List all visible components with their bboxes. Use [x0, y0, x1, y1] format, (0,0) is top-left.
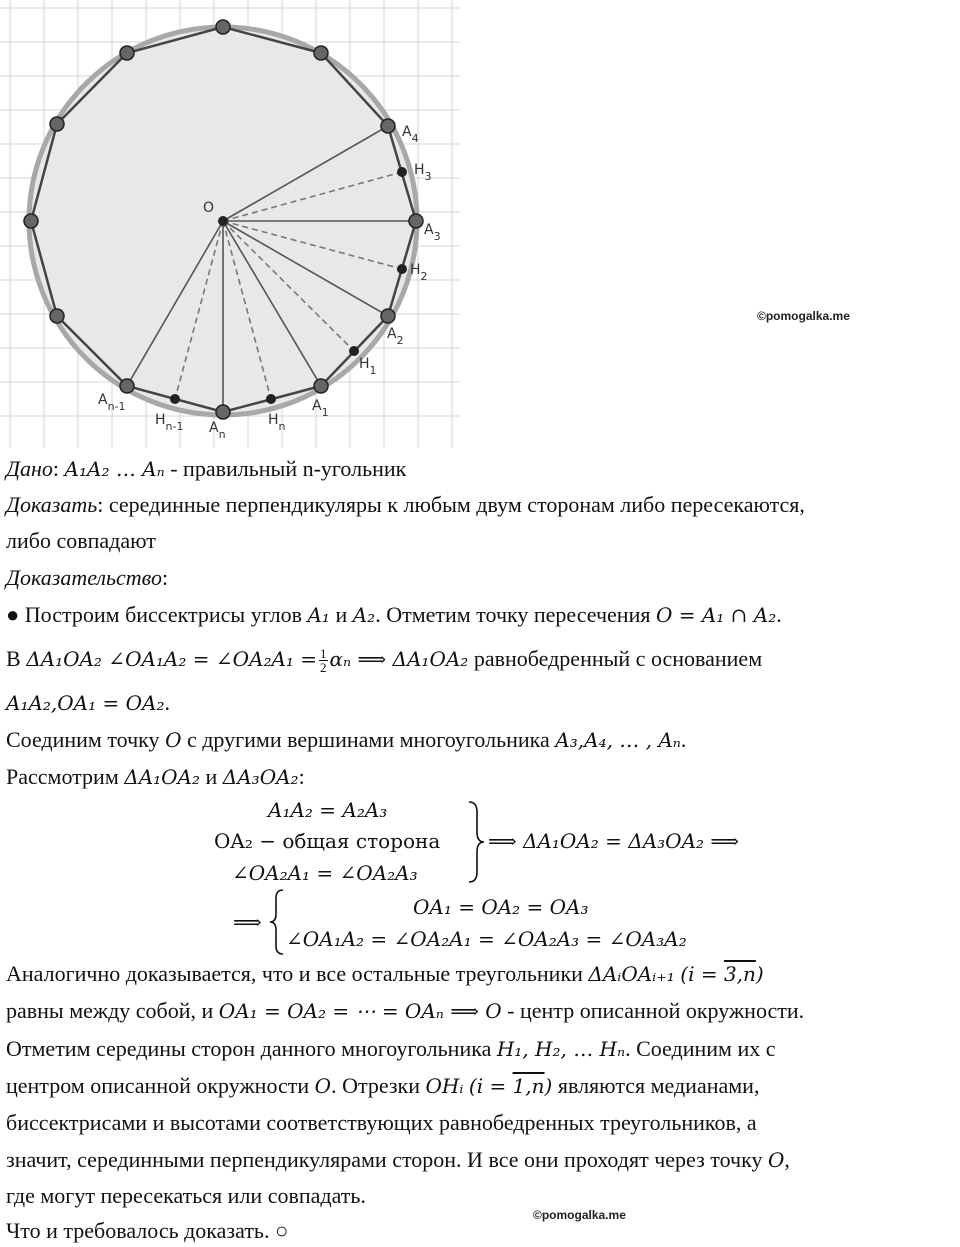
- step2: В ΔA₁OA₂ ∠OA₁A₂ = ∠OA₂A₁ = $\frac{1}{2}$ αₙ ⟹ ΔA₁OA₂ равнобедренный с основанием: [6, 646, 763, 676]
- step9: центром описанной окружности O. Отрезки OHᵢ (i = 1,n) являются медианами,: [6, 1073, 760, 1098]
- label-A1: $A_1$: [312, 398, 329, 419]
- fraction-one-half: $\frac{1}{2}$: [320, 646, 327, 676]
- prove-line-2: либо совпадают: [6, 528, 156, 553]
- right-brace: [466, 800, 486, 884]
- system1-line2: OA₂ − общая сторона: [214, 829, 441, 853]
- left-brace: [268, 888, 286, 956]
- system1-line1: A₁A₂ = A₂A₃: [268, 798, 388, 822]
- label-A3: $A_3$: [424, 222, 441, 243]
- watermark-top: ©pomogalka.me: [757, 309, 850, 323]
- label-A4: $A_4$: [402, 124, 419, 145]
- step11: значит, серединными перпендикулярами сторон. И все они проходят через точку O,: [6, 1147, 790, 1172]
- system2-arrow: ⟹: [233, 910, 262, 934]
- label-An: $A_n$: [209, 420, 226, 441]
- label-Hn-1: $H_{n-1}$: [155, 412, 184, 433]
- label-Hn: $H_n$: [268, 412, 286, 433]
- step3: A₁A₂,OA₁ = OA₂.: [6, 690, 170, 715]
- step7: равны между собой, и OA₁ = OA₂ = ⋯ = OAₙ ⟹ O - центр описанной окружности.: [6, 998, 805, 1023]
- label-O: O: [203, 200, 215, 216]
- step5: Рассмотрим ΔA₁OA₂ и ΔA₃OA₂:: [6, 764, 305, 789]
- center-point: [218, 216, 228, 226]
- label-A2: $A_2$: [387, 326, 404, 347]
- step8: Отметим середины сторон данного многоугольника H₁, H₂, … Hₙ. Соединим их с: [6, 1036, 776, 1061]
- label-H2: $H_2$: [410, 262, 428, 283]
- step1: ● Построим биссектрисы углов A₁ и A₂. Отметим точку пересечения O = A₁ ∩ A₂.: [6, 602, 782, 627]
- system1-result: ⟹ ΔA₁OA₂ = ΔA₃OA₂ ⟹: [488, 829, 740, 853]
- system2-line1: OA₁ = OA₂ = OA₃: [413, 895, 589, 919]
- step10: биссектрисами и высотами соответствующих равнобедренных треугольников, а: [6, 1110, 757, 1135]
- system2-line2: ∠OA₁A₂ = ∠OA₂A₁ = ∠OA₂A₃ = ∠OA₃A₂: [286, 927, 687, 951]
- label-H3: $H_3$: [414, 162, 432, 183]
- step6: Аналогично доказывается, что и все остальные треугольники ΔAᵢOAᵢ₊₁ (i = 3,n): [6, 961, 764, 986]
- step13: Что и требовалось доказать. ○: [6, 1218, 289, 1243]
- label-H1: $H_1$: [359, 356, 377, 377]
- proof-label: Доказательство:: [6, 565, 169, 590]
- step4: Соединим точку O с другими вершинами многоугольника A₃,A₄, … , Aₙ.: [6, 727, 687, 752]
- system1-line3: ∠OA₂A₁ = ∠OA₂A₃: [232, 861, 418, 885]
- label-An-1: $A_{n-1}$: [98, 392, 126, 413]
- watermark-bottom: ©pomogalka.me: [533, 1208, 626, 1222]
- polygon-figure: [0, 0, 470, 448]
- given-line: Дано: A₁A₂ … Aₙ - правильный n-угольник: [6, 456, 407, 481]
- step12: где могут пересекаться или совпадать.: [6, 1183, 366, 1208]
- prove-line: Доказать: серединные перпендикуляры к любым двум сторонам либо пересекаются,: [6, 492, 805, 517]
